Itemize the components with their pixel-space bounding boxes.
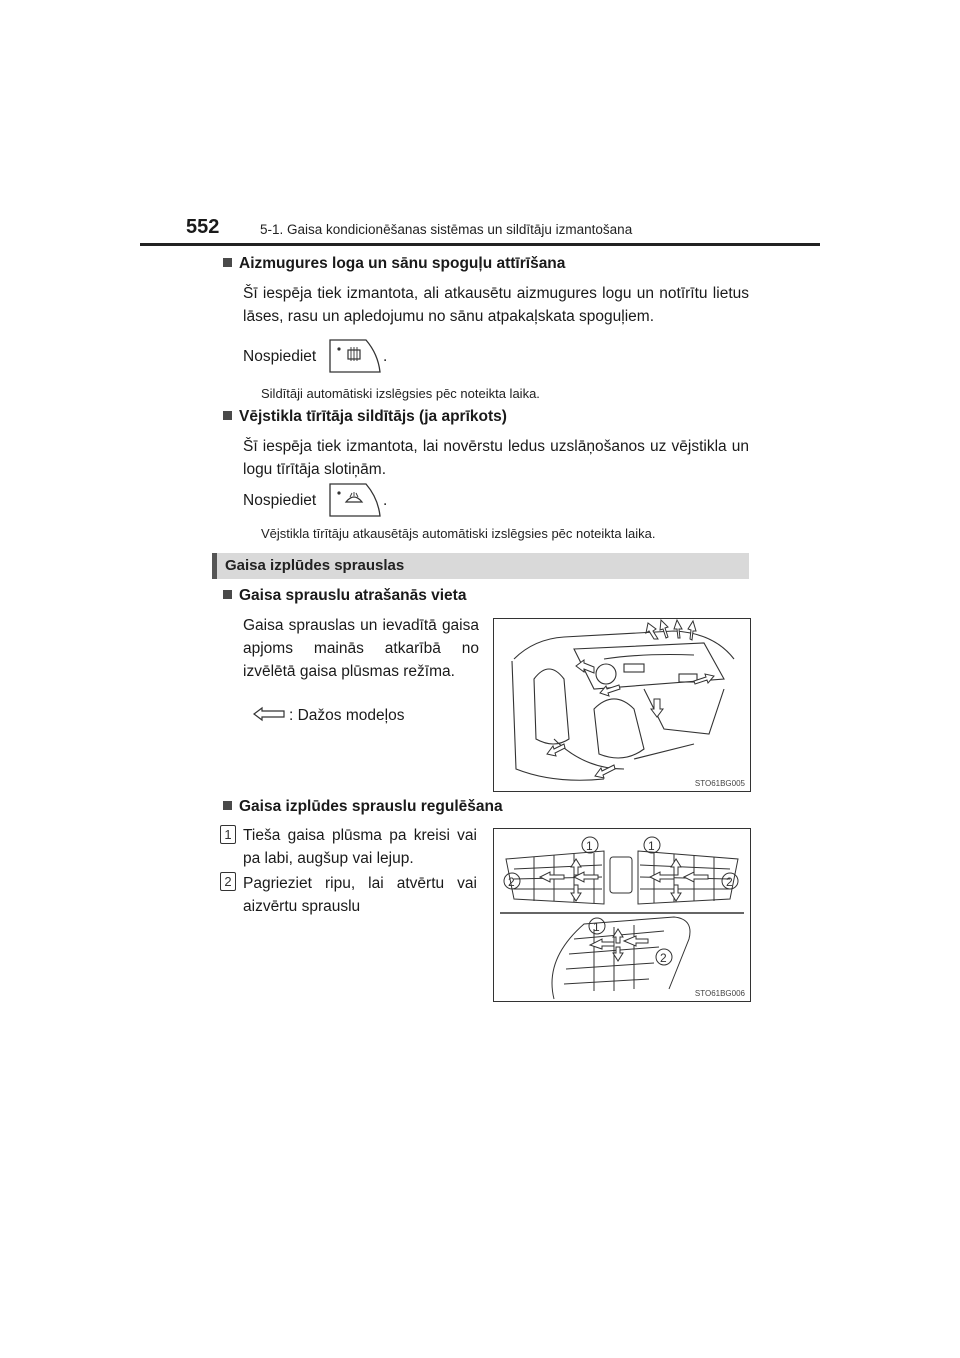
vent-location-heading: [223, 587, 466, 605]
press-end: .: [383, 492, 388, 509]
legend-text: : Dažos modeļos: [289, 707, 405, 724]
bullet-square-icon: [223, 258, 232, 267]
rear-defogger-button-icon: [326, 336, 382, 376]
svg-text:2: 2: [726, 875, 733, 889]
vent-adjust-item-1-text: Tieša gaisa plūsma pa kreisi vai pa labi, augšup vai lejup.: [243, 827, 477, 867]
vent-location-heading-text: Gaisa sprauslu atrašanās vieta: [239, 587, 467, 604]
vent-location-text: Gaisa sprauslas un ievadītā gaisa apjoms mainās atkarībā no izvēlētā gaisa plūsmas režīma.: [243, 617, 479, 680]
wiper-heater-press-row: [243, 492, 316, 510]
svg-text:2: 2: [508, 875, 515, 889]
rear-window-press-row: [243, 348, 316, 366]
vent-adjust-heading-text: Gaisa izplūdes sprauslu regulēšana: [239, 798, 503, 815]
chapter-title: 5-1. Gaisa kondicionēšanas sistēmas un sildītāju izmantošana: [260, 222, 633, 237]
press-label: Nospiediet: [243, 348, 317, 365]
wiper-heater-text: Šī iespēja tiek izmantota, lai novērstu ledus uzslāņošanos uz vējstikla un logu tīrītāja slotiņām.: [243, 438, 749, 478]
wiper-heater-note: Vējstikla tīrītāju atkausētājs automātiski izslēgsies pēc noteikta laika.: [261, 526, 656, 541]
page-number: 552: [186, 216, 220, 238]
bullet-square-icon: [223, 411, 232, 420]
section-title: Gaisa izplūdes sprauslas: [212, 553, 749, 579]
figure-code: STO61BG005: [694, 779, 745, 788]
vent-adjust-item-2-text: Pagrieziet ripu, lai atvērtu vai aizvērtu sprauslu: [243, 875, 477, 915]
vent-location-figure: [493, 618, 751, 792]
wiper-heater-heading-text: Vējstikla tīrītāja sildītājs (ja aprīkots): [239, 408, 507, 425]
press-label: Nospiediet: [243, 492, 317, 509]
svg-text:1: 1: [586, 839, 593, 853]
car-interior-illustration: [494, 619, 750, 791]
outline-arrow-legend-icon: [252, 706, 286, 722]
bullet-square-icon: [223, 590, 232, 599]
bullet-square-icon: [223, 801, 232, 810]
vent-adjust-figure: [493, 828, 751, 1002]
item-number-2: 2: [220, 872, 236, 891]
item-number-1: 1: [220, 825, 236, 844]
svg-text:2: 2: [660, 951, 667, 965]
press-end: .: [383, 348, 388, 365]
wiper-deicer-button-icon: [326, 480, 382, 520]
figure-code: STO61BG006: [694, 989, 745, 998]
rear-window-note: Sildītāji automātiski izslēgsies pēc noteikta laika.: [261, 386, 540, 401]
svg-text:1: 1: [648, 839, 655, 853]
rear-window-heading-text: Aizmugures loga un sānu spoguļu attīrīšana: [239, 255, 566, 272]
wiper-heater-heading: [223, 408, 507, 426]
vent-adjust-heading: [223, 798, 503, 816]
svg-text:1: 1: [593, 920, 600, 934]
vent-adjustment-illustration: [494, 829, 750, 1001]
rear-window-text: Šī iespēja tiek izmantota, ali atkausētu aizmugures logu un notīrītu lietus lāses, rasu un apledojumu no sānu atpakaļskata spoguļiem.: [243, 285, 749, 325]
header-divider: [140, 243, 820, 246]
rear-window-heading: [223, 255, 565, 273]
